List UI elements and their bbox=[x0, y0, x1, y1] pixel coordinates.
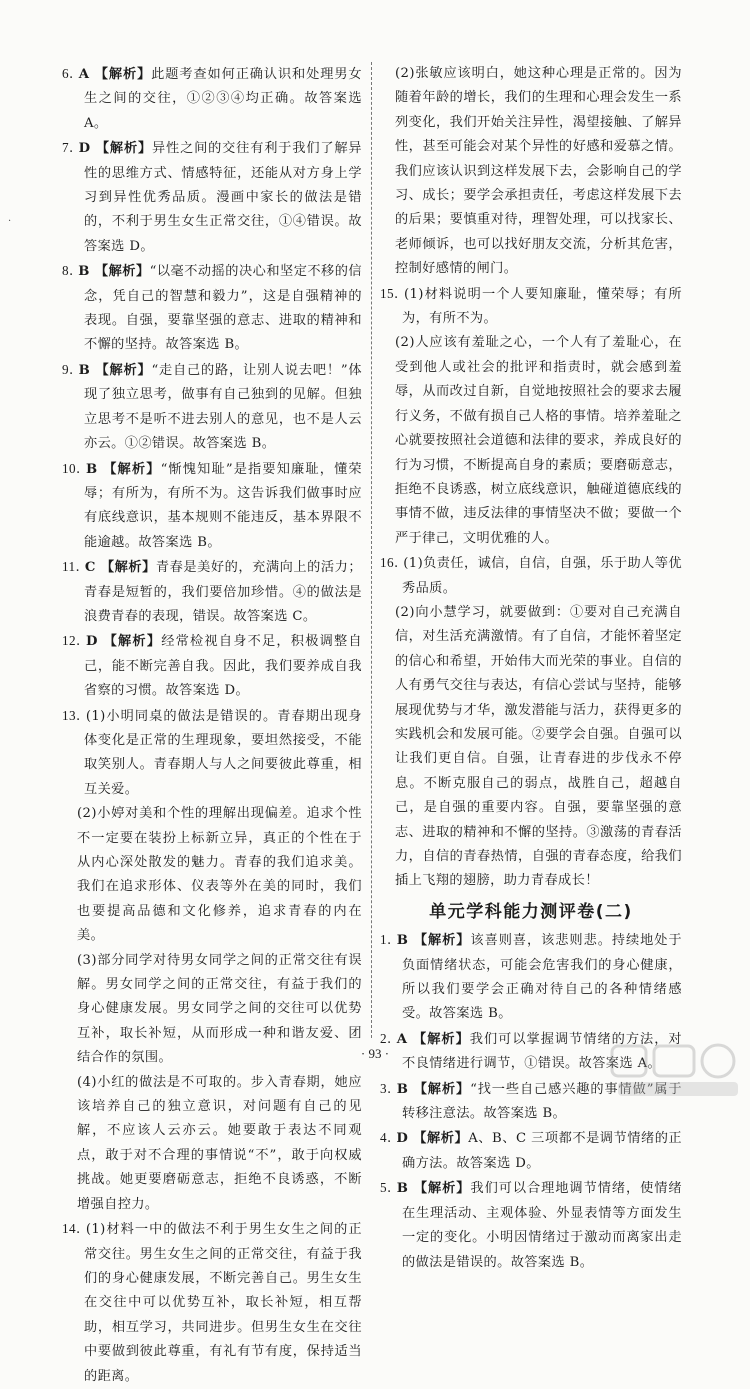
margin-mark: · bbox=[8, 216, 12, 227]
answer-tag: D 【解析】 bbox=[396, 1131, 469, 1147]
question-number: 1 bbox=[380, 932, 387, 948]
answer-text: (2)向小慧学习，就要做到：①要对自己充满自信，对生活充满激情。有了自信，才能怀着坚定的信心和希望，开始伟大而光荣的事业。自信的人有勇气交往与表达，有信心尝试与坚持，能够展现优势与才华，激发潜能与活力，获得更多的实践机会和发展可能。②要学会自强。自强可以让我们更自信。自强，让青春进的步伐永不停息。不断克服自己的弱点，战胜自己，超越自己，是自强的重要内容。自强，要靠坚强的意志、进取的精神和不懈的坚持。③激荡的青春活力，自信的青春热情，自强的青春态度，给我们插上飞翔的翅膀，助力青春成长！ bbox=[395, 604, 682, 889]
left-column bbox=[62, 62, 362, 1389]
answer-item: 7. D 【解析】异性之间的交往有利于我们了解异性的思维方式、情感特征，还能从对方身上学习到异性优秀品质。漫画中家长的做法是错的，不利于男生女生正常交往，①④错误。故答案选 D。 bbox=[62, 140, 362, 254]
answer-item: 4. D 【解析】A、B、C 三项都不是调节情绪的正确方法。故答案选 D。 bbox=[380, 1130, 683, 1171]
answer-paragraph bbox=[380, 62, 682, 282]
question-number: 3 bbox=[380, 1080, 387, 1096]
answer-item: 12. D 【解析】经常检视自身不足，积极调整自己，能不断完善自我。因此，我们要养成自我省察的习惯。故答案选 D。 bbox=[62, 633, 362, 699]
answer-text: (2)人应该有羞耻之心，一个人有了羞耻心，在受到他人或社会的批评和指责时，就会感到羞辱，从而改过自新，自觉地按照社会的要求去履行义务，不做有损自己人格的事情。培养羞耻之心就要按照社会道德和法律的要求，养成良好的行为习惯，不断提高自身的素质；要磨砺意志，拒绝不良诱惑，树立底线意识，触碰道德底线的事情不做，违反法律的事情坚决不做；要做一个严于律己，文明优雅的人。 bbox=[395, 335, 682, 546]
answer-tag: C 【解析】 bbox=[84, 560, 156, 576]
answer-tag: D 【解析】 bbox=[78, 141, 153, 157]
answer-paragraph: 14. (1)材料一中的做法不利于男生女生之间的正常交往。男生女生之间的正常交往，有益于我们的身心健康发展，不断完善自己。男生女生在交往中可以优势互补，取长补短，相互帮助，相互学习，共同进步。但男生女生在交往中要做到彼此尊重，有礼有节有度，保持适当的距离。 bbox=[62, 1221, 362, 1384]
answer-text: (3)部分同学对待男女同学之间的正常交往有误解。男女同学之间的正常交往，有益于我们的身心健康发展。男女同学之间的交往可以优势互补，取长补短，从而形成一种和谐友爱、团结合作的氛围。 bbox=[77, 952, 362, 1066]
answer-paragraph: 13. (1)小明同桌的做法是错误的。青春期出现身体变化是正常的生理现象，要坦然接受，不能取笑别人。青春期人与人之间要彼此尊重，相互关爱。 bbox=[62, 707, 362, 797]
answer-tag: B 【解析】 bbox=[85, 461, 161, 477]
answer-paragraph: 16. (1)负责任，诚信，自信，自强，乐于助人等优秀品质。 bbox=[380, 555, 683, 596]
question-number: 12 bbox=[62, 633, 76, 649]
answer-text: “找一些自己感兴趣的事情做”属于转移注意法。故答案选 B。 bbox=[402, 1081, 683, 1122]
right-column-unit-answers bbox=[380, 928, 682, 1275]
answer-text: “惭愧知耻”是指要知廉耻，懂荣辱；有所为，有所不为。这告诉我们做事时应有底线意识，基本规则不能违反，基本界限不能逾越。故答案选 B。 bbox=[84, 461, 362, 550]
answer-text: (1)小明同桌的做法是错误的。青春期出现身体变化是正常的生理现象，要坦然接受，不能取笑别人。青春期人与人之间要彼此尊重，相互关爱。 bbox=[84, 708, 362, 797]
answer-item: 5. B 【解析】我们可以合理地调节情绪，使情绪在生理活动、主观体验、外显表情等方面发生一定的变化。小明因情绪过于激动而离家出走的做法是错误的。故答案选 B。 bbox=[380, 1180, 683, 1270]
page-number: · 93 · bbox=[360, 1046, 390, 1061]
answer-text: 青春是美好的，充满向上的活力；青春是短暂的，我们要倍加珍惜。④的做法是浪费青春的表现，错误。故答案选 C。 bbox=[84, 560, 363, 624]
answer-item: 3. B 【解析】“找一些自己感兴趣的事情做”属于转移注意法。故答案选 B。 bbox=[380, 1080, 683, 1122]
answer-text: 我们可以掌握调节情绪的方法，对不良情绪进行调节，①错误。故答案选 A。 bbox=[402, 1031, 683, 1072]
answer-text: “走自己的路，让别人说去吧！”体现了独立思考，做事有自己独到的见解。但独立思考不是听不进去别人的意见，也不是人云亦云。①②错误。故答案选 B。 bbox=[84, 362, 362, 452]
answer-text: (2)小婷对美和个性的理解出现偏差。追求个性不一定要在装扮上标新立异，真正的个性在于从内心深处散发的魅力。青春的我们追求美。我们在追求形体、仪表等外在美的同时，我们也要提高品德和文化修养，追求青春的内在美。 bbox=[77, 806, 362, 944]
question-number: 13 bbox=[62, 707, 76, 723]
answer-item: 1. B 【解析】该喜则喜，该悲则悲。持续地处于负面情绪状态，可能会危害我们的身心健康，所以我们要学会正确对待自己的各种情绪感受。故答案选 B。 bbox=[380, 932, 683, 1022]
answer-item: 9. B 【解析】“走自己的路，让别人说去吧！”体现了独立思考，做事有自己独到的见解。但独立思考不是听不进去别人的意见，也不是人云亦云。①②错误。故答案选 B。 bbox=[62, 361, 362, 452]
question-number: 7 bbox=[62, 140, 69, 156]
question-number: 16 bbox=[380, 555, 394, 571]
answer-text: “以毫不动摇的决心和坚定不移的信念，凭自己的智慧和毅力”，这是自强精神的表现。自强，要靠坚强的意志、进取的精神和不懈的坚持。故答案选 B。 bbox=[84, 264, 362, 353]
answer-tag: A 【解析】 bbox=[78, 67, 152, 82]
answer-item: 11. C 【解析】青春是美好的，充满向上的活力；青春是短暂的，我们要倍加珍惜。④的做法是浪费青春的表现，错误。故答案选 C。 bbox=[62, 559, 363, 624]
answer-paragraph bbox=[62, 802, 362, 948]
answer-text: (4)小红的做法是不可取的。步入青春期，她应该培养自己的独立意识，对问题有自己的见解，不应该人云亦云。她要敢于表达不同观点，敢于对不合理的事情说“不”，敢于向权威挑战。她更要磨砺意志，拒绝不良诱惑，不断增强自控力。 bbox=[77, 1074, 362, 1212]
column-divider bbox=[371, 62, 372, 1038]
answer-paragraph bbox=[380, 331, 682, 551]
watermark-logo-icon bbox=[608, 1040, 748, 1100]
question-number: 14 bbox=[62, 1221, 76, 1237]
answer-tag: B 【解析】 bbox=[78, 362, 152, 378]
question-number: 8 bbox=[62, 263, 69, 279]
answer-text: A、B、C 三项都不是调节情绪的正确方法。故答案选 D。 bbox=[402, 1131, 683, 1171]
question-number: 15 bbox=[380, 285, 394, 301]
answer-text: 我们可以合理地调节情绪，使情绪在生理活动、主观体验、外显表情等方面发生一定的变化。小明因情绪过于激动而离家出走的做法是错误的。故答案选 B。 bbox=[402, 1181, 683, 1270]
question-number: 5 bbox=[380, 1180, 387, 1196]
section-title: 单元学科能力测评卷(二) bbox=[429, 901, 633, 922]
answer-text: 此题考查如何正确认识和处理男女生之间的交往，①②③④均正确。故答案选 A。 bbox=[84, 67, 362, 131]
answer-item: 2. A 【解析】我们可以掌握调节情绪的方法，对不良情绪进行调节，①错误。故答案选 A。 bbox=[380, 1030, 683, 1072]
answer-tag: B 【解析】 bbox=[396, 1181, 471, 1197]
answer-text: (1)负责任，诚信，自信，自强，乐于助人等优秀品质。 bbox=[402, 556, 683, 596]
question-number: 9 bbox=[62, 361, 69, 377]
answer-item: 10. B 【解析】“惭愧知耻”是指要知廉耻，懂荣辱；有所为，有所不为。这告诉我们做事时应有底线意识，基本规则不能违反，基本界限不能逾越。故答案选 B。 bbox=[62, 460, 362, 550]
question-number: 10 bbox=[62, 460, 76, 476]
answer-text: 经常检视自身不足，积极调整自己，能不断完善自我。因此，我们要养成自我省察的习惯。故答案选 D。 bbox=[84, 634, 362, 699]
question-number: 4 bbox=[380, 1130, 387, 1146]
question-number: 2 bbox=[380, 1030, 387, 1046]
answer-tag: D 【解析】 bbox=[86, 634, 162, 650]
answer-paragraph bbox=[380, 601, 682, 894]
question-number: 11 bbox=[62, 559, 76, 575]
answer-tag: A 【解析】 bbox=[396, 1031, 470, 1047]
answer-text: (1)材料说明一个人要知廉耻，懂荣辱；有所为，有所不为。 bbox=[402, 286, 682, 327]
answer-paragraph bbox=[62, 1071, 362, 1217]
answer-tag: B 【解析】 bbox=[396, 933, 471, 949]
answer-item: 8. B 【解析】“以毫不动摇的决心和坚定不移的信念，凭自己的智慧和毅力”，这是自强精神的表现。自强，要靠坚强的意志、进取的精神和不懈的坚持。故答案选 B。 bbox=[62, 263, 362, 353]
answer-tag: B 【解析】 bbox=[78, 264, 150, 280]
answer-text: 异性之间的交往有利于我们了解异性的思维方式、情感特征，还能从对方身上学习到异性优秀品质。漫画中家长的做法是错的，不利于男生女生正常交往，①④错误。故答案选 D。 bbox=[84, 141, 362, 254]
right-column-answers bbox=[380, 62, 682, 894]
answer-text: (2)张敏应该明白，她这种心理是正常的。因为随着年龄的增长，我们的生理和心理会发生一系列变化，我们开始关注异性，渴望接触、了解异性，甚至可能会对某个异性的好感和爱慕之情。我们应该认识到这样发展下去，会影响自己的学习、成长；要学会承担责任，考虑这样发展下去的后果；要慎重对待，理智处理，可以找家长、老师倾诉，也可以找好朋友交流，分析其危害，控制好感情的闸门。 bbox=[395, 66, 682, 277]
answer-text: 该喜则喜，该悲则悲。持续地处于负面情绪状态，可能会危害我们的身心健康，所以我们要学会正确对待自己的各种情绪感受。故答案选 B。 bbox=[402, 933, 683, 1022]
answer-tag: B 【解析】 bbox=[396, 1081, 471, 1097]
answer-paragraph: 15. (1)材料说明一个人要知廉耻，懂荣辱；有所为，有所不为。 bbox=[380, 285, 682, 327]
answer-item: 6. A 【解析】此题考查如何正确认识和处理男女生之间的交往，①②③④均正确。故答案选 A。 bbox=[62, 66, 362, 131]
question-number: 6 bbox=[62, 66, 69, 81]
answer-text: (1)材料一中的做法不利于男生女生之间的正常交往。男生女生之间的正常交往，有益于我们的身心健康发展，不断完善自己。男生女生在交往中可以优势互补，取长补短，相互帮助，相互学习，共同进步。但男生女生在交往中要做到彼此尊重，有礼有节有度，保持适当的距离。 bbox=[84, 1222, 362, 1384]
